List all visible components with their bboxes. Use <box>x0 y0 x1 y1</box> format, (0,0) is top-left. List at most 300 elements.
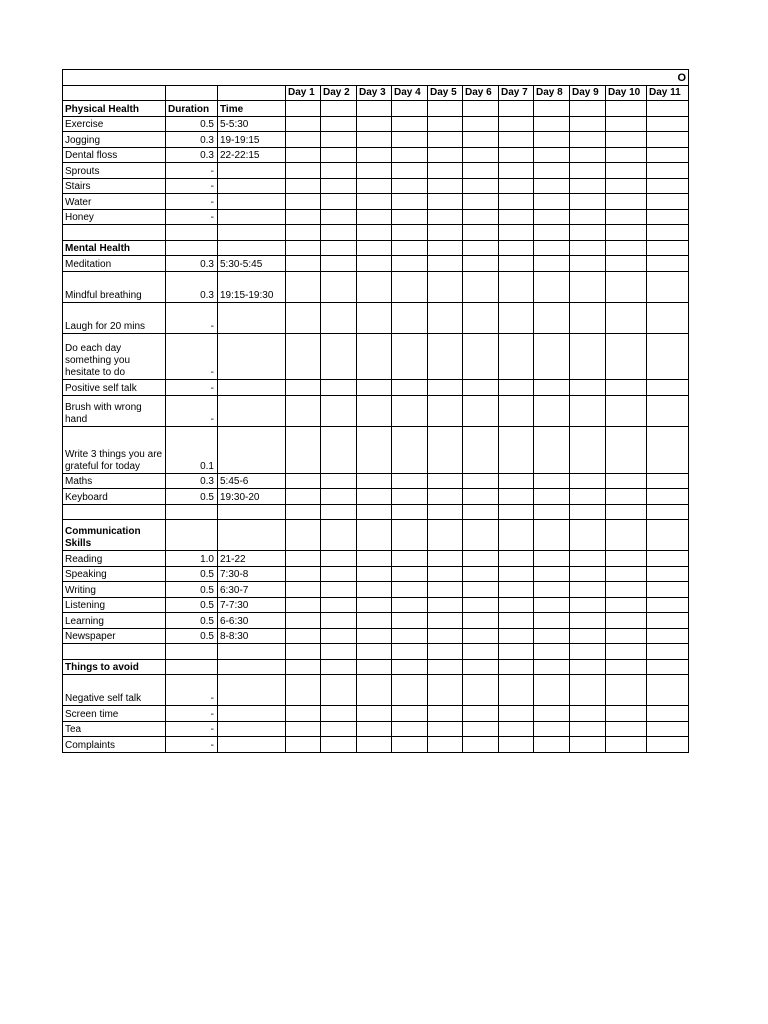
day-check-cell[interactable] <box>357 489 392 505</box>
day-check-cell[interactable] <box>392 613 428 629</box>
day-check-cell[interactable] <box>428 660 463 675</box>
day-check-cell[interactable] <box>428 101 463 117</box>
day-check-cell[interactable] <box>570 334 606 380</box>
day-check-cell[interactable] <box>357 427 392 474</box>
duration-cell[interactable]: - <box>166 194 218 210</box>
duration-cell[interactable]: 0.3 <box>166 474 218 489</box>
day-check-cell[interactable] <box>499 551 534 567</box>
time-cell[interactable]: Time <box>218 101 286 117</box>
day-check-cell[interactable] <box>647 117 689 132</box>
day-check-cell[interactable] <box>321 675 357 706</box>
day-check-cell[interactable] <box>321 644 357 660</box>
day-check-cell[interactable] <box>463 117 499 132</box>
activity-name[interactable]: Mindful breathing <box>63 272 166 303</box>
duration-cell[interactable]: - <box>166 396 218 427</box>
day-check-cell[interactable] <box>463 706 499 722</box>
day-check-cell[interactable] <box>647 567 689 582</box>
time-cell[interactable]: 5:45-6 <box>218 474 286 489</box>
duration-cell[interactable]: 0.5 <box>166 489 218 505</box>
day-check-cell[interactable] <box>499 489 534 505</box>
day-check-cell[interactable] <box>392 660 428 675</box>
day-check-cell[interactable] <box>321 706 357 722</box>
day-check-cell[interactable] <box>606 396 647 427</box>
day-check-cell[interactable] <box>428 551 463 567</box>
day-check-cell[interactable] <box>499 194 534 210</box>
day-check-cell[interactable] <box>428 148 463 163</box>
day-check-cell[interactable] <box>428 179 463 194</box>
day-check-cell[interactable] <box>286 132 321 148</box>
duration-cell[interactable]: 1.0 <box>166 551 218 567</box>
duration-cell[interactable]: - <box>166 675 218 706</box>
day-check-cell[interactable] <box>463 427 499 474</box>
day-check-cell[interactable] <box>357 613 392 629</box>
day-check-cell[interactable] <box>534 427 570 474</box>
day-check-cell[interactable] <box>392 396 428 427</box>
day-check-cell[interactable] <box>428 225 463 241</box>
day-check-cell[interactable] <box>606 644 647 660</box>
day-check-cell[interactable] <box>570 598 606 613</box>
duration-cell[interactable] <box>166 241 218 256</box>
day-check-cell[interactable] <box>534 163 570 179</box>
day-check-cell[interactable] <box>357 629 392 644</box>
activity-name[interactable]: Laugh for 20 mins <box>63 303 166 334</box>
day-check-cell[interactable] <box>463 194 499 210</box>
day-check-cell[interactable] <box>392 334 428 380</box>
day-check-cell[interactable] <box>570 117 606 132</box>
day-check-cell[interactable] <box>499 334 534 380</box>
day-check-cell[interactable] <box>392 629 428 644</box>
duration-cell[interactable] <box>166 660 218 675</box>
activity-name[interactable]: Meditation <box>63 256 166 272</box>
day-check-cell[interactable] <box>357 737 392 753</box>
day-check-cell[interactable] <box>647 163 689 179</box>
day-check-cell[interactable] <box>534 613 570 629</box>
day-check-cell[interactable] <box>606 241 647 256</box>
day-check-cell[interactable] <box>357 272 392 303</box>
day-check-cell[interactable] <box>570 194 606 210</box>
time-cell[interactable] <box>218 660 286 675</box>
day-check-cell[interactable] <box>428 241 463 256</box>
day-check-cell[interactable] <box>534 179 570 194</box>
time-cell[interactable]: 21-22 <box>218 551 286 567</box>
day-check-cell[interactable] <box>286 194 321 210</box>
day-check-cell[interactable] <box>570 489 606 505</box>
day-check-cell[interactable] <box>321 194 357 210</box>
day-check-cell[interactable] <box>534 256 570 272</box>
time-cell[interactable]: 7-7:30 <box>218 598 286 613</box>
day-check-cell[interactable] <box>534 396 570 427</box>
day-check-cell[interactable] <box>647 194 689 210</box>
day-check-cell[interactable] <box>463 598 499 613</box>
day-check-cell[interactable] <box>647 380 689 396</box>
duration-cell[interactable]: - <box>166 163 218 179</box>
day-check-cell[interactable] <box>534 148 570 163</box>
day-check-cell[interactable] <box>534 722 570 737</box>
day-check-cell[interactable] <box>647 660 689 675</box>
day-check-cell[interactable] <box>606 598 647 613</box>
day-check-cell[interactable] <box>392 380 428 396</box>
day-check-cell[interactable] <box>647 225 689 241</box>
day-check-cell[interactable] <box>570 163 606 179</box>
day-check-cell[interactable] <box>606 613 647 629</box>
day-check-cell[interactable] <box>428 582 463 598</box>
duration-cell[interactable]: 0.3 <box>166 148 218 163</box>
day-check-cell[interactable] <box>463 303 499 334</box>
day-check-cell[interactable] <box>286 225 321 241</box>
day-check-cell[interactable] <box>286 396 321 427</box>
day-check-cell[interactable] <box>570 272 606 303</box>
day-check-cell[interactable] <box>463 722 499 737</box>
day-check-cell[interactable] <box>321 256 357 272</box>
day-check-cell[interactable] <box>286 148 321 163</box>
day-check-cell[interactable] <box>321 582 357 598</box>
day-check-cell[interactable] <box>286 582 321 598</box>
time-cell[interactable] <box>218 722 286 737</box>
day-check-cell[interactable] <box>428 706 463 722</box>
day-check-cell[interactable] <box>534 117 570 132</box>
activity-name[interactable]: Stairs <box>63 179 166 194</box>
day-check-cell[interactable] <box>499 303 534 334</box>
activity-name[interactable]: Maths <box>63 474 166 489</box>
day-check-cell[interactable] <box>570 210 606 225</box>
day-check-cell[interactable] <box>534 303 570 334</box>
day-check-cell[interactable] <box>570 179 606 194</box>
time-cell[interactable] <box>218 163 286 179</box>
time-cell[interactable] <box>218 194 286 210</box>
time-cell[interactable] <box>218 179 286 194</box>
day-check-cell[interactable] <box>570 567 606 582</box>
activity-name[interactable]: Learning <box>63 613 166 629</box>
day-check-cell[interactable] <box>392 551 428 567</box>
day-check-cell[interactable] <box>286 101 321 117</box>
day-check-cell[interactable] <box>499 396 534 427</box>
day-check-cell[interactable] <box>499 380 534 396</box>
day-check-cell[interactable] <box>606 551 647 567</box>
day-check-cell[interactable] <box>357 644 392 660</box>
day-check-cell[interactable] <box>606 194 647 210</box>
day-check-cell[interactable] <box>534 520 570 551</box>
day-check-cell[interactable] <box>647 505 689 520</box>
day-check-cell[interactable] <box>463 210 499 225</box>
day-check-cell[interactable] <box>570 660 606 675</box>
time-cell[interactable]: 22-22:15 <box>218 148 286 163</box>
day-check-cell[interactable] <box>286 520 321 551</box>
day-check-cell[interactable] <box>570 101 606 117</box>
day-check-cell[interactable] <box>647 520 689 551</box>
day-check-cell[interactable] <box>570 520 606 551</box>
day-check-cell[interactable] <box>357 520 392 551</box>
day-check-cell[interactable] <box>570 706 606 722</box>
day-check-cell[interactable] <box>286 613 321 629</box>
day-check-cell[interactable] <box>534 706 570 722</box>
day-check-cell[interactable] <box>286 722 321 737</box>
day-check-cell[interactable] <box>286 241 321 256</box>
day-check-cell[interactable] <box>499 644 534 660</box>
day-check-cell[interactable] <box>357 551 392 567</box>
day-check-cell[interactable] <box>499 520 534 551</box>
day-check-cell[interactable] <box>499 613 534 629</box>
day-check-cell[interactable] <box>570 582 606 598</box>
duration-cell[interactable] <box>166 644 218 660</box>
day-check-cell[interactable] <box>286 303 321 334</box>
day-check-cell[interactable] <box>463 179 499 194</box>
activity-name[interactable]: Brush with wrong hand <box>63 396 166 427</box>
day-check-cell[interactable] <box>321 551 357 567</box>
day-check-cell[interactable] <box>428 598 463 613</box>
duration-cell[interactable]: - <box>166 179 218 194</box>
day-check-cell[interactable] <box>534 225 570 241</box>
day-check-cell[interactable] <box>428 520 463 551</box>
day-check-cell[interactable] <box>392 644 428 660</box>
day-check-cell[interactable] <box>321 613 357 629</box>
day-check-cell[interactable] <box>321 380 357 396</box>
day-check-cell[interactable] <box>428 613 463 629</box>
day-check-cell[interactable] <box>570 303 606 334</box>
day-check-cell[interactable] <box>286 489 321 505</box>
day-check-cell[interactable] <box>428 737 463 753</box>
day-check-cell[interactable] <box>428 194 463 210</box>
day-check-cell[interactable] <box>499 101 534 117</box>
day-check-cell[interactable] <box>321 132 357 148</box>
day-check-cell[interactable] <box>321 660 357 675</box>
day-check-cell[interactable] <box>647 489 689 505</box>
time-cell[interactable]: 6-6:30 <box>218 613 286 629</box>
day-check-cell[interactable] <box>286 272 321 303</box>
day-check-cell[interactable] <box>428 272 463 303</box>
day-check-cell[interactable] <box>357 474 392 489</box>
activity-name[interactable]: Write 3 things you are grateful for today <box>63 427 166 474</box>
day-check-cell[interactable] <box>357 148 392 163</box>
day-check-cell[interactable] <box>463 474 499 489</box>
activity-name[interactable]: Screen time <box>63 706 166 722</box>
day-check-cell[interactable] <box>321 737 357 753</box>
duration-cell[interactable]: - <box>166 722 218 737</box>
day-check-cell[interactable] <box>570 644 606 660</box>
day-check-cell[interactable] <box>647 132 689 148</box>
day-check-cell[interactable] <box>286 334 321 380</box>
day-check-cell[interactable] <box>286 474 321 489</box>
day-check-cell[interactable] <box>606 675 647 706</box>
day-check-cell[interactable] <box>534 489 570 505</box>
day-check-cell[interactable] <box>534 629 570 644</box>
activity-name[interactable]: Complaints <box>63 737 166 753</box>
day-check-cell[interactable] <box>463 737 499 753</box>
day-check-cell[interactable] <box>463 613 499 629</box>
day-check-cell[interactable] <box>286 117 321 132</box>
day-check-cell[interactable] <box>321 567 357 582</box>
day-check-cell[interactable] <box>647 256 689 272</box>
day-check-cell[interactable] <box>428 489 463 505</box>
day-check-cell[interactable] <box>499 272 534 303</box>
time-cell[interactable] <box>218 241 286 256</box>
day-check-cell[interactable] <box>286 427 321 474</box>
day-check-cell[interactable] <box>570 629 606 644</box>
day-check-cell[interactable] <box>606 303 647 334</box>
duration-cell[interactable]: 0.3 <box>166 132 218 148</box>
day-check-cell[interactable] <box>463 380 499 396</box>
day-check-cell[interactable] <box>570 474 606 489</box>
day-check-cell[interactable] <box>570 256 606 272</box>
day-check-cell[interactable] <box>606 225 647 241</box>
day-check-cell[interactable] <box>570 675 606 706</box>
day-check-cell[interactable] <box>606 660 647 675</box>
day-check-cell[interactable] <box>321 396 357 427</box>
day-check-cell[interactable] <box>286 629 321 644</box>
day-check-cell[interactable] <box>499 706 534 722</box>
day-check-cell[interactable] <box>286 660 321 675</box>
day-check-cell[interactable] <box>499 210 534 225</box>
day-check-cell[interactable] <box>499 567 534 582</box>
day-check-cell[interactable] <box>321 474 357 489</box>
day-check-cell[interactable] <box>428 629 463 644</box>
day-check-cell[interactable] <box>286 163 321 179</box>
day-check-cell[interactable] <box>392 582 428 598</box>
activity-name[interactable]: Speaking <box>63 567 166 582</box>
day-check-cell[interactable] <box>357 101 392 117</box>
day-check-cell[interactable] <box>499 737 534 753</box>
time-cell[interactable]: 5-5:30 <box>218 117 286 132</box>
day-check-cell[interactable] <box>392 567 428 582</box>
day-check-cell[interactable] <box>463 660 499 675</box>
duration-cell[interactable]: 0.5 <box>166 567 218 582</box>
day-check-cell[interactable] <box>357 163 392 179</box>
day-check-cell[interactable] <box>647 334 689 380</box>
day-check-cell[interactable] <box>392 737 428 753</box>
day-check-cell[interactable] <box>606 132 647 148</box>
day-check-cell[interactable] <box>357 675 392 706</box>
day-check-cell[interactable] <box>428 210 463 225</box>
time-cell[interactable]: 19:15-19:30 <box>218 272 286 303</box>
day-check-cell[interactable] <box>606 722 647 737</box>
day-check-cell[interactable] <box>570 132 606 148</box>
day-check-cell[interactable] <box>357 567 392 582</box>
day-check-cell[interactable] <box>534 660 570 675</box>
day-check-cell[interactable] <box>534 101 570 117</box>
day-check-cell[interactable] <box>321 303 357 334</box>
activity-name[interactable]: Reading <box>63 551 166 567</box>
day-check-cell[interactable] <box>647 598 689 613</box>
day-check-cell[interactable] <box>499 427 534 474</box>
day-check-cell[interactable] <box>606 520 647 551</box>
day-check-cell[interactable] <box>392 272 428 303</box>
activity-name[interactable]: Dental floss <box>63 148 166 163</box>
day-check-cell[interactable] <box>534 474 570 489</box>
day-check-cell[interactable] <box>392 303 428 334</box>
day-check-cell[interactable] <box>463 148 499 163</box>
duration-cell[interactable]: - <box>166 737 218 753</box>
time-cell[interactable] <box>218 737 286 753</box>
day-check-cell[interactable] <box>428 474 463 489</box>
activity-name[interactable]: Water <box>63 194 166 210</box>
day-check-cell[interactable] <box>463 225 499 241</box>
day-check-cell[interactable] <box>428 644 463 660</box>
time-cell[interactable] <box>218 210 286 225</box>
day-check-cell[interactable] <box>570 427 606 474</box>
day-check-cell[interactable] <box>463 132 499 148</box>
day-check-cell[interactable] <box>570 225 606 241</box>
day-check-cell[interactable] <box>499 225 534 241</box>
day-check-cell[interactable] <box>321 163 357 179</box>
day-check-cell[interactable] <box>647 582 689 598</box>
day-check-cell[interactable] <box>570 722 606 737</box>
day-check-cell[interactable] <box>534 210 570 225</box>
day-check-cell[interactable] <box>647 706 689 722</box>
day-check-cell[interactable] <box>286 380 321 396</box>
day-check-cell[interactable] <box>392 148 428 163</box>
time-cell[interactable] <box>218 675 286 706</box>
day-check-cell[interactable] <box>606 505 647 520</box>
day-check-cell[interactable] <box>357 225 392 241</box>
time-cell[interactable] <box>218 380 286 396</box>
activity-name[interactable] <box>63 225 166 241</box>
day-check-cell[interactable] <box>357 380 392 396</box>
duration-cell[interactable]: 0.5 <box>166 613 218 629</box>
duration-cell[interactable]: - <box>166 380 218 396</box>
time-cell[interactable]: 19:30-20 <box>218 489 286 505</box>
day-check-cell[interactable] <box>321 505 357 520</box>
day-check-cell[interactable] <box>321 225 357 241</box>
day-check-cell[interactable] <box>606 334 647 380</box>
day-check-cell[interactable] <box>392 210 428 225</box>
day-check-cell[interactable] <box>570 737 606 753</box>
day-check-cell[interactable] <box>463 101 499 117</box>
day-check-cell[interactable] <box>392 101 428 117</box>
day-check-cell[interactable] <box>499 163 534 179</box>
day-check-cell[interactable] <box>534 334 570 380</box>
day-check-cell[interactable] <box>357 256 392 272</box>
day-check-cell[interactable] <box>647 396 689 427</box>
day-check-cell[interactable] <box>647 474 689 489</box>
day-check-cell[interactable] <box>647 675 689 706</box>
day-check-cell[interactable] <box>534 567 570 582</box>
day-check-cell[interactable] <box>606 474 647 489</box>
day-check-cell[interactable] <box>647 210 689 225</box>
time-cell[interactable] <box>218 334 286 380</box>
day-check-cell[interactable] <box>392 520 428 551</box>
day-check-cell[interactable] <box>357 179 392 194</box>
day-check-cell[interactable] <box>357 706 392 722</box>
day-check-cell[interactable] <box>428 722 463 737</box>
day-check-cell[interactable] <box>463 520 499 551</box>
duration-cell[interactable]: - <box>166 303 218 334</box>
day-check-cell[interactable] <box>499 722 534 737</box>
activity-name[interactable]: Sprouts <box>63 163 166 179</box>
day-check-cell[interactable] <box>463 629 499 644</box>
day-check-cell[interactable] <box>392 179 428 194</box>
day-check-cell[interactable] <box>647 179 689 194</box>
day-check-cell[interactable] <box>321 520 357 551</box>
blank-cell[interactable] <box>63 86 166 101</box>
activity-name[interactable] <box>63 505 166 520</box>
time-cell[interactable] <box>218 706 286 722</box>
day-check-cell[interactable] <box>357 505 392 520</box>
day-check-cell[interactable] <box>321 272 357 303</box>
duration-cell[interactable]: Duration <box>166 101 218 117</box>
day-check-cell[interactable] <box>499 598 534 613</box>
day-check-cell[interactable] <box>606 210 647 225</box>
day-check-cell[interactable] <box>463 567 499 582</box>
activity-name[interactable] <box>63 644 166 660</box>
day-check-cell[interactable] <box>392 241 428 256</box>
day-check-cell[interactable] <box>428 567 463 582</box>
day-check-cell[interactable] <box>428 256 463 272</box>
day-check-cell[interactable] <box>357 303 392 334</box>
activity-name[interactable]: Jogging <box>63 132 166 148</box>
time-cell[interactable] <box>218 225 286 241</box>
day-check-cell[interactable] <box>428 675 463 706</box>
day-check-cell[interactable] <box>534 737 570 753</box>
day-check-cell[interactable] <box>428 380 463 396</box>
